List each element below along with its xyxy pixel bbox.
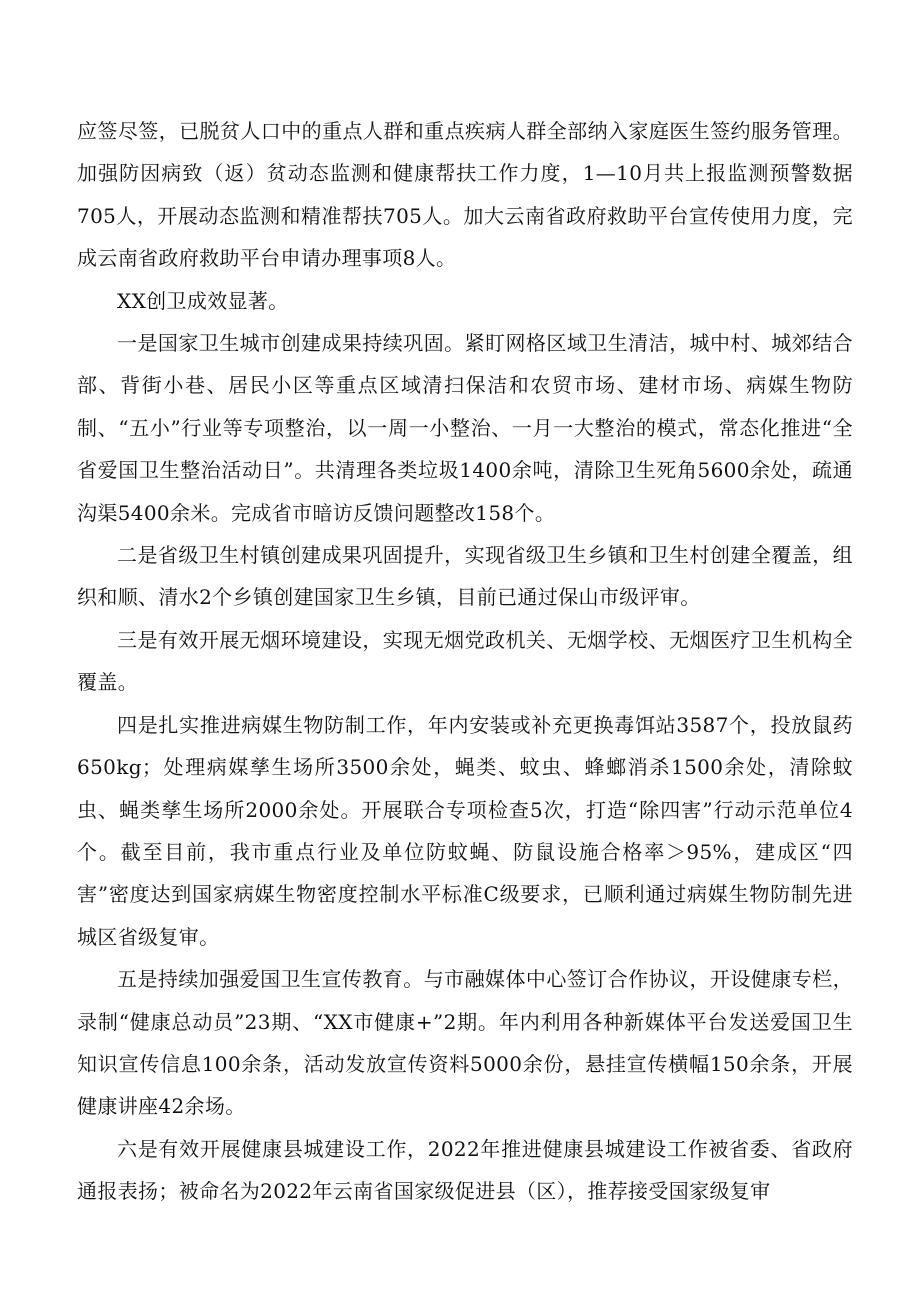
paragraph-item-6: 六是有效开展健康县城建设工作，2022年推进健康县城建设工作被省委、省政府通报表扬；被命名为2022年云南省国家级促进县（区），推荐接受国家级复审 [77,1136,853,1204]
paragraph-item-1: 一是国家卫生城市创建成果持续巩固。紧盯网格区域卫生清洁，城中村、城郊结合部、背街小巷、居民小区等重点区域清扫保洁和农贸市场、建材市场、病媒生物防制、“五小”行业等专项整治，以一周一小整治、一月一大整治的模式，常态化推进“全省爱国卫生整治活动日”。共清理各类垃圾1400余吨，清除卫生死角5600余处，疏通沟渠5400余米。完成省市暗访反馈问题整改158个。 [77,331,853,525]
paragraph-section-heading: XX创卫成效显著。 [117,288,289,313]
paragraph-item-4: 四是扎实推进病媒生物防制工作，年内安装或补充更换毒饵站3587个，投放鼠药650kg；处理病媒孳生场所3500余处，蝇类、蚊虫、蜂螂消杀1500余处，清除蚊虫、蝇类孳生场所2000余处。开展联合专项检查5次，打造“除四害”行动示范单位4个。截至目前，我市重点行业及单位防蚊蝇、防鼠设施合格率＞95%，建成区“四害”密度达到国家病媒生物密度控制水平标准C级要求，已顺利通过病媒生物防制先进城区省级复审。 [77,712,853,949]
paragraph-item-5: 五是持续加强爱国卫生宣传教育。与市融媒体中心签订合作协议，开设健康专栏，录制“健康总动员”23期、“XX市健康+”2期。年内利用各种新媒体平台发送爱国卫生知识宣传信息100余条，活动发放宣传资料5000余份，悬挂宣传横幅150余条，开展健康讲座42余场。 [77,967,853,1119]
document-body [77,110,853,1213]
paragraph-item-2: 二是省级卫生村镇创建成果巩固提升，实现省级卫生乡镇和卫生村创建全覆盖，组织和顺、清水2个乡镇创建国家卫生乡镇，目前已通过保山市级评审。 [77,543,853,610]
paragraph-continuation: 应签尽签，已脱贫人口中的重点人群和重点疾病人群全部纳入家庭医生签约服务管理。加强防因病致（返）贫动态监测和健康帮扶工作力度，1—10月共上报监测预警数据705人，开展动态监测和精准帮扶705人。加大云南省政府救助平台宣传使用力度，完成云南省政府救助平台申请办理事项8人。 [77,119,853,271]
paragraph-item-3: 三是有效开展无烟环境建设，实现无烟党政机关、无烟学校、无烟医疗卫生机构全覆盖。 [77,627,853,695]
